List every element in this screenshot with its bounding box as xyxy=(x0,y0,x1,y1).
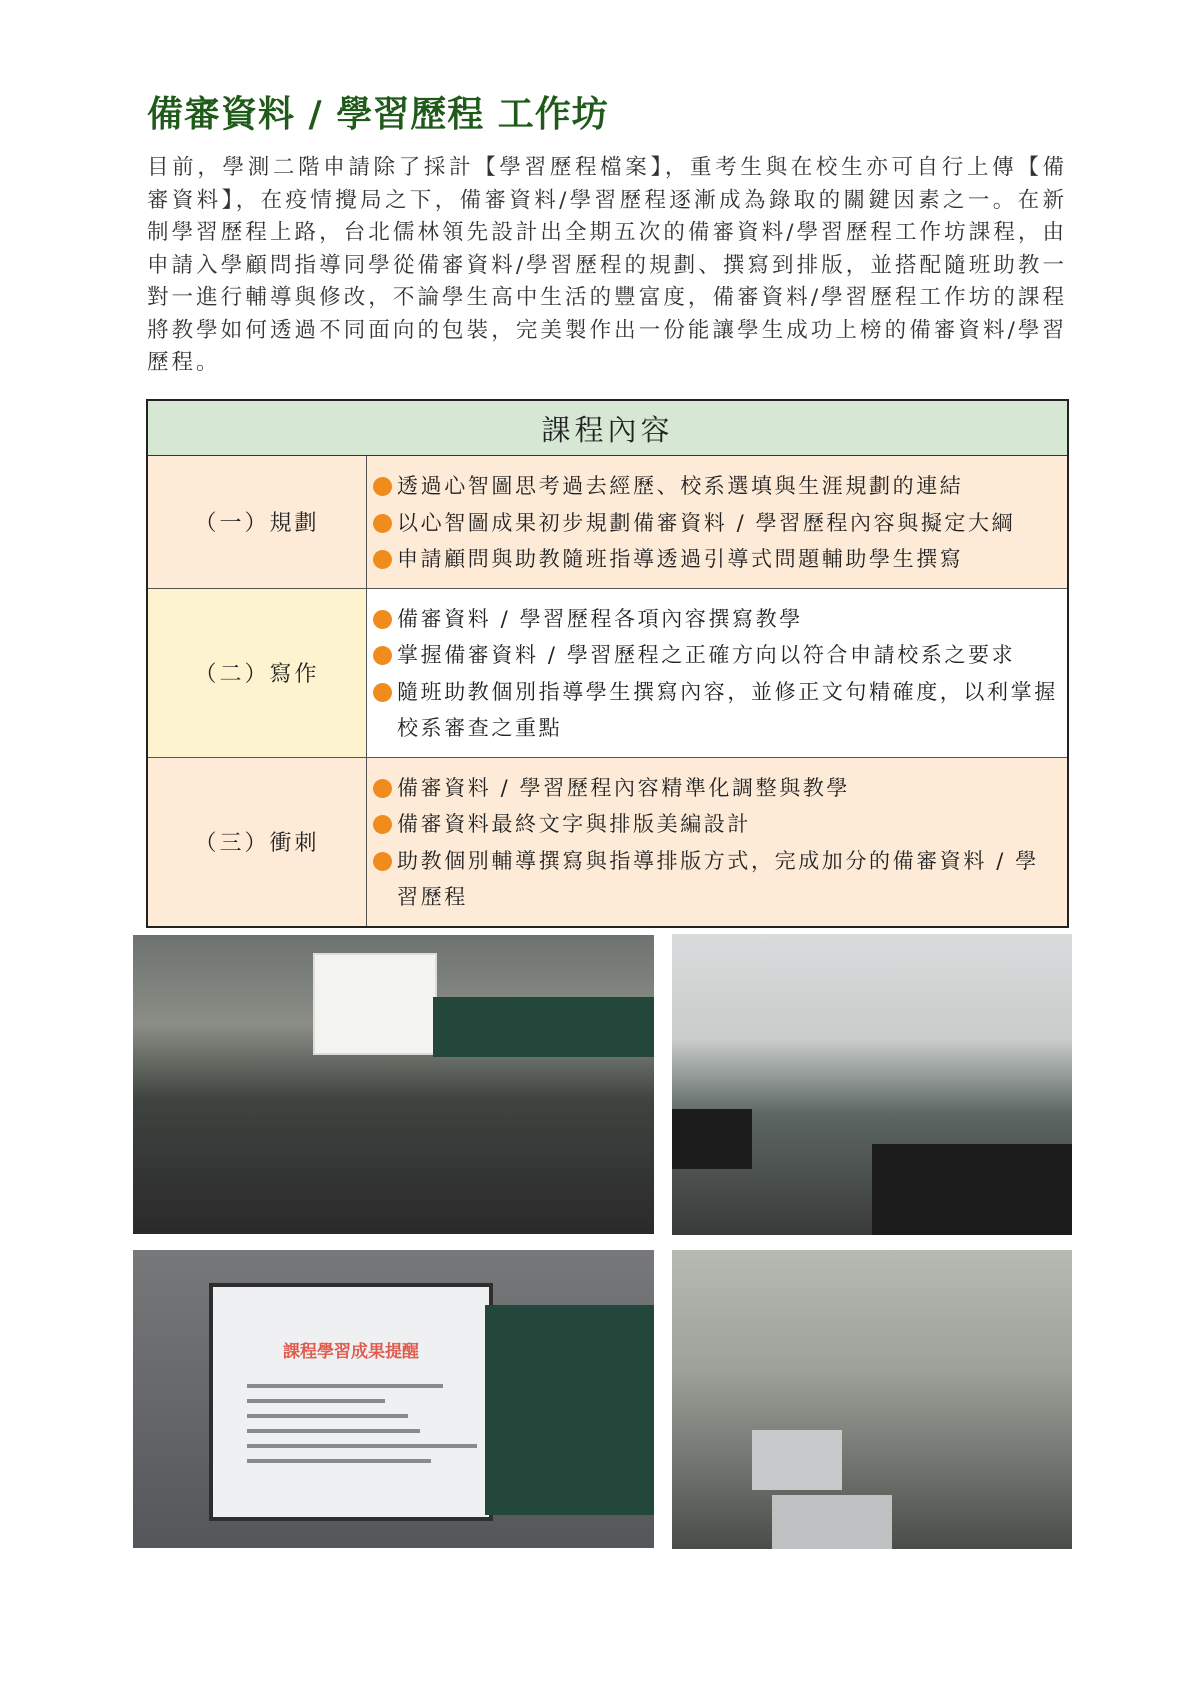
list-item xyxy=(373,541,1061,578)
laptop xyxy=(752,1430,842,1490)
list-item-text: 透過心智圖思考過去經歷、校系選填與生涯規劃的連結 xyxy=(397,474,964,498)
chalkboard xyxy=(485,1305,654,1515)
table-header-row xyxy=(147,400,1068,456)
list-item-text: 以心智圖成果初步規劃備審資料 / 學習歷程內容與擬定大綱 xyxy=(397,510,1016,535)
slide-title: 課程學習成果提醒 xyxy=(283,1342,419,1362)
list-item xyxy=(373,843,1061,916)
list-item-text: 備審資料最終文字與排版美編設計 xyxy=(397,812,751,836)
bullet-dot-icon xyxy=(373,550,392,569)
laptop xyxy=(772,1495,892,1549)
list-item xyxy=(373,770,1061,807)
classroom-photo-3 xyxy=(133,1250,654,1548)
classroom-photo-1 xyxy=(133,935,654,1234)
list-item xyxy=(373,468,1061,505)
table-row xyxy=(147,757,1068,927)
bullet-dot-icon xyxy=(373,852,392,871)
bullet-dot-icon xyxy=(373,477,392,496)
page-title: 備審資料 / 學習歷程 工作坊 xyxy=(147,94,609,135)
course-content-table xyxy=(146,399,1069,928)
list-item xyxy=(373,505,1061,542)
bullet-dot-icon xyxy=(373,514,392,533)
list-item-text: 助教個別輔導撰寫與指導排版方式，完成加分的備審資料 / 學習歷程 xyxy=(397,848,1039,909)
bullet-dot-icon xyxy=(373,683,392,702)
list-item-text: 掌握備審資料 / 學習歷程之正確方向以符合申請校系之要求 xyxy=(397,643,1016,667)
phase-items xyxy=(367,456,1069,589)
phase-items xyxy=(367,588,1069,757)
phase-label: （三）衝刺 xyxy=(147,757,367,927)
bullet-dot-icon xyxy=(373,779,392,798)
table-row xyxy=(147,588,1068,757)
list-item xyxy=(373,806,1061,843)
bullet-dot-icon xyxy=(373,646,392,665)
bullet-dot-icon xyxy=(373,815,392,834)
phase-label: （一）規劃 xyxy=(147,456,367,589)
list-item xyxy=(373,674,1061,747)
laptop xyxy=(872,1144,1072,1235)
list-item xyxy=(373,601,1061,638)
projector-screen xyxy=(313,953,437,1055)
table-row xyxy=(147,456,1068,589)
classroom-photo-4 xyxy=(672,1250,1072,1549)
list-item-text: 申請顧問與助教隨班指導透過引導式問題輔助學生撰寫 xyxy=(397,547,964,571)
intro-paragraph: 目前，學測二階申請除了採計【學習歷程檔案】，重考生與在校生亦可自行上傳【備審資料】，在疫情攪局之下，備審資料/學習歷程逐漸成為錄取的關鍵因素之一。在新制學習歷程上路，台北儒林領先設計出全期五次的備審資料/學習歷程工作坊課程，由申請入學顧問指導同學從備審資料/學習歷程的規劃、撰寫到排版，並搭配隨班助教一對一進行輔導與修改，不論學生高中生活的豐富度，備審資料/學習歷程工作坊的課程將教學如何透過不同面向的包裝，完美製作出一份能讓學生成功上榜的備審資料/學習歷程。 xyxy=(147,155,1067,375)
phase-items xyxy=(367,757,1069,927)
list-item-text: 備審資料 / 學習歷程各項內容撰寫教學 xyxy=(397,606,803,631)
projector-screen xyxy=(209,1283,493,1521)
table-header: 課程內容 xyxy=(147,400,1068,456)
list-item-text: 隨班助教個別指導學生撰寫內容，並修正文句精確度，以利掌握校系審查之重點 xyxy=(397,679,1058,740)
laptop xyxy=(672,1109,752,1169)
list-item-text: 備審資料 / 學習歷程內容精準化調整與教學 xyxy=(397,775,851,800)
slide-content xyxy=(247,1373,477,1474)
list-item xyxy=(373,637,1061,674)
classroom-photo-2 xyxy=(672,934,1072,1235)
chalkboard xyxy=(433,997,654,1057)
phase-label: （二）寫作 xyxy=(147,588,367,757)
bullet-dot-icon xyxy=(373,610,392,629)
